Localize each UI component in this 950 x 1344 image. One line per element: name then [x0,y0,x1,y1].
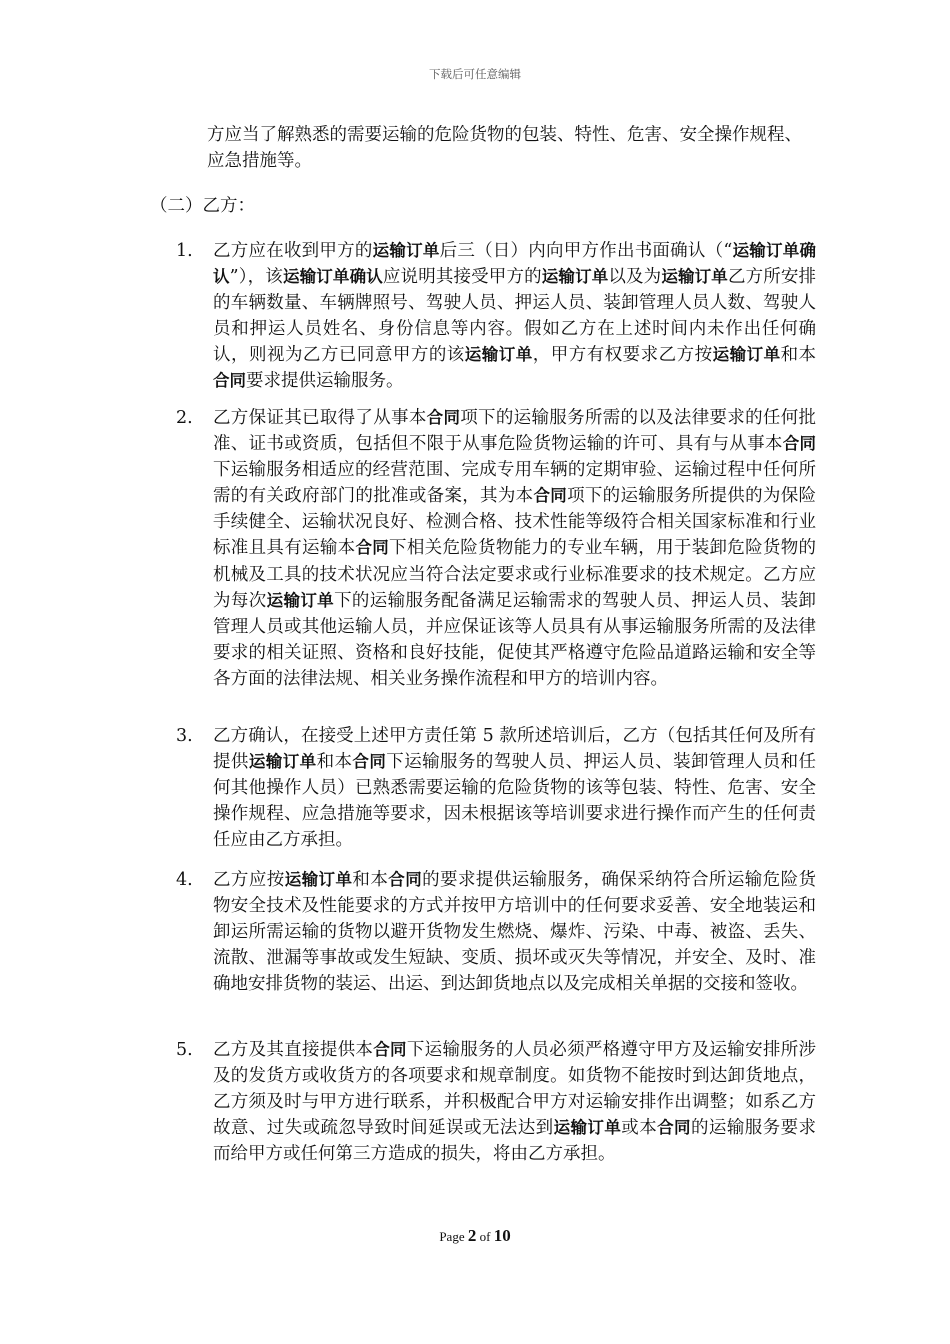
text-run: 乙方所安排的车辆数量、车辆牌照号、驾驶人员、押运人员、装卸管理人员人数、驾驶人员和押运人员姓名、身份信息等内容。假如乙方在上述时间内未作出任何确认，则视为乙方已同意甲方的该 [213,267,817,366]
bold-term: 合同 [657,1118,691,1138]
bold-term: 运输订单 [541,267,609,287]
list-item-number: 4. [176,870,193,890]
header-note: 下载后可任意编辑 [429,67,521,81]
bold-term: 运输订单确认 [213,241,817,287]
text-run: 的要求提供运输服务，确保采纳符合所运输危险货物安全技术及性能要求的方式并按甲方培训中的任何要求妥善、安全地装运和卸运所需运输的货物以避开货物发生燃烧、爆炸、污染、中毒、被盗、丢失、流散、泄漏等事故或发生短缺、变质、损坏或灭失等情况，并安全、及时、准确地安排货物的装运、出运、到达卸货地点以及完成相关单据的交接和签收。 [213,870,817,995]
text-run: 乙方及其直接提供本 [213,1040,374,1060]
text-run: 项下的运输服务所需的以及法律要求的任何批准、证书或资质，包括但不限于从事危险货物运输的许可、具有与从事本 [213,408,817,455]
footer-page-word: Page [439,1229,465,1244]
list-item [176,238,816,395]
text-run: 和本 [352,870,389,890]
list-item [176,723,816,853]
list-item [176,1037,816,1167]
list-item-number: 2. [176,408,193,428]
bold-term: 合同 [388,870,423,889]
text-run: 乙方应在收到甲方的 [213,241,373,261]
text-run: 要求提供运输服务。 [246,371,404,392]
text-run: 以及为 [608,267,662,288]
list-item-text [213,238,816,395]
bold-term: 运输订单 [248,752,317,772]
list-item-text [213,867,816,997]
bold-term: 合同 [782,434,817,454]
text-run: 乙方应按 [213,870,285,890]
bold-term: 合同 [213,371,246,391]
page-footer [0,1226,950,1246]
bold-term: 运输订单 [464,345,533,365]
bold-term: 合同 [373,1040,407,1059]
text-run: 下运输服务相适应的经营范围、完成专用车辆的定期审验、运输过程中任何所需的有关政府部门的批准或备案，其为本 [213,460,816,507]
list-item-text [213,723,816,853]
bold-term: 运输订单 [266,590,335,610]
bold-term: 合同 [352,752,387,772]
intro-paragraph: 方应当了解熟悉的需要运输的危险货物的包装、特性、危害、安全操作规程、应急措施等。 [207,125,802,171]
list-item [176,867,816,997]
footer-total-pages: 10 [493,1226,511,1245]
bold-term: 合同 [533,486,568,506]
list-item-number: 1. [176,241,193,261]
text-run: ”），该 [229,267,283,288]
bold-term: 运输订单 [712,345,781,365]
bold-term: 运输订单 [284,870,353,889]
bold-term: 运输订单 [661,267,728,287]
text-run: 应说明其接受甲方的 [382,267,542,288]
text-run: 下运输服务的人员必须严格遵守甲方及运输安排所涉及的发货方或收货方的各项要求和规章制度。如货物不能按时到达卸货地点，乙方须及时与甲方进行联系，并积极配合甲方对运输安排作出调整；如系乙方故意、过失或疏忽导致时间延误或无法达到 [213,1040,817,1139]
list-item-number: 3. [176,726,193,746]
bold-term: 运输订单 [553,1118,622,1138]
footer-of-word: of [479,1229,491,1244]
text-run: 下运输服务的驾驶人员、押运人员、装卸管理人员和任何其他操作人员）已熟悉需要运输的危险货物的该等包装、特性、危害、安全操作规程、应急措施等要求，因未根据该等培训要求进行操作而产生的任何责任应由乙方承担。 [213,752,817,851]
text-run: 乙方保证其已取得了从事本 [213,408,427,428]
text-run: 和本 [780,345,817,366]
text-run: 乙方确认，在接受上述甲方责任第 5 款所述培训后，乙方（包括其任何及所有提供 [213,726,816,773]
text-run: 和本 [316,752,353,773]
text-run: 下的运输服务配备满足运输需求的驾驶人员、押运人员、装卸管理人员或其他运输人员，并应保证该等人员具有从事运输服务所需的及法律要求的相关证照、资格和良好技能，促使其严格遵守危险品道路运输和安全等各方面的法律法规、相关业务操作流程和甲方的培训内容。 [213,590,817,689]
list-item-text [213,405,816,692]
list-item [176,405,816,692]
list-item-number: 5. [176,1040,193,1060]
text-run: 的运输服务要求而给甲方或任何第三方造成的损失，将由乙方承担。 [213,1118,817,1165]
footer-current-page: 2 [467,1226,477,1245]
list-item-text [213,1037,816,1167]
text-run: ，甲方有权要求乙方按 [532,345,713,366]
text-run: 后三（日）内向甲方作出书面确认（“ [439,241,733,261]
section-heading: （二）乙方： [150,196,255,216]
bold-term: 合同 [355,538,390,558]
text-run: 或本 [621,1118,658,1139]
text-run: 下相关危险货物能力的专业车辆，用于装卸危险货物的机械及工具的技术状况应当符合法定要求或行业标准要求的技术规定。乙方应为每次 [213,538,817,611]
text-run: 项下的运输服务所提供的为保险手续健全、运输状况良好、检测合格、技术性能等级符合相关国家标准和行业标准且具有运输本 [213,486,817,559]
bold-term: 合同 [426,408,461,427]
bold-term: 运输订单确认 [282,267,383,287]
bold-term: 运输订单 [372,241,440,260]
